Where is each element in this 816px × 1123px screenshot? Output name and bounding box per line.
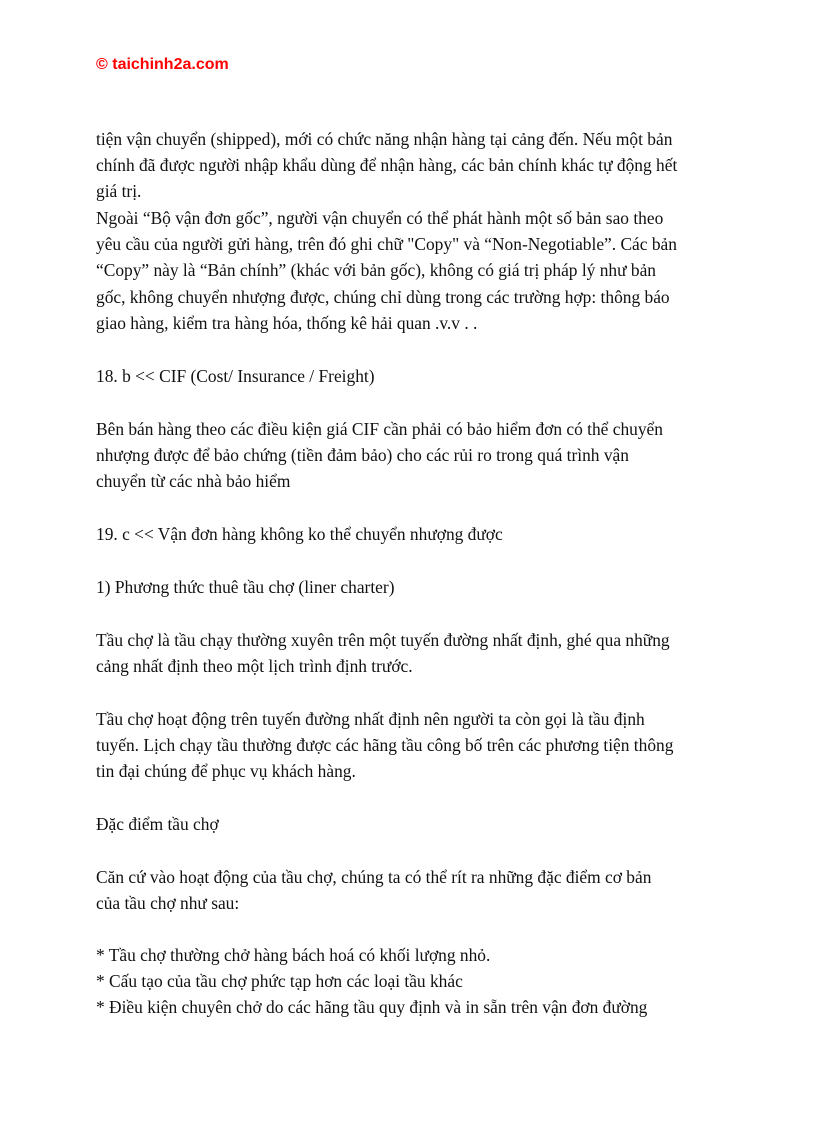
text-line: Tầu chợ là tầu chạy thường xuyên trên một tuyến đường nhất định, ghé qua những — [96, 630, 670, 650]
text-line: chính đã được người nhập khẩu dùng để nhận hàng, các bản chính khác tự động hết — [96, 155, 678, 176]
paragraph-copy-bills — [96, 205, 736, 336]
section-liner-charter-heading — [96, 574, 736, 600]
text-line: giá trị. — [96, 181, 142, 202]
text-line: nhượng được để bảo chứng (tiền đảm bảo) cho các rủi ro trong quá trình vận — [96, 445, 629, 466]
list-item: * Điều kiện chuyên chở do các hãng tầu quy định và in sẵn trên vận đơn đường — [96, 997, 648, 1018]
text-line: chuyển từ các nhà bảo hiểm — [96, 471, 291, 492]
paragraph-liner-schedule — [96, 706, 736, 785]
list-item: * Cấu tạo của tầu chợ phức tạp hơn các loại tầu khác — [96, 971, 463, 992]
paragraph-shipped-original — [96, 126, 736, 205]
text-line: tin đại chúng để phục vụ khách hàng. — [96, 761, 356, 782]
subheading-liner-features — [96, 811, 736, 837]
text-line: của tầu chợ như sau: — [96, 893, 240, 914]
text-line: cảng nhất định theo một lịch trình định trước. — [96, 656, 413, 677]
text-line: “Copy” này là “Bản chính” (khác với bản gốc), không có giá trị pháp lý như bản — [96, 260, 656, 281]
list-item: * Tầu chợ thường chở hàng bách hoá có khối lượng nhỏ. — [96, 945, 491, 965]
paragraph-liner-definition — [96, 627, 736, 679]
text-line: Tầu chợ hoạt động trên tuyến đường nhất định nên người ta còn gọi là tầu định — [96, 709, 645, 729]
answer-19-heading — [96, 521, 736, 547]
text-line: Đặc điểm tầu chợ — [96, 814, 219, 834]
text-line: Ngoài “Bộ vận đơn gốc”, người vận chuyển có thể phát hành một số bản sao theo — [96, 208, 664, 228]
text-line: tiện vận chuyển (shipped), mới có chức năng nhận hàng tại cảng đến. Nếu một bản — [96, 129, 673, 149]
features-bullet-list — [96, 942, 736, 1021]
text-line: Bên bán hàng theo các điều kiện giá CIF cần phải có bảo hiểm đơn có thể chuyển — [96, 419, 663, 439]
text-line: yêu cầu của người gửi hàng, trên đó ghi chữ "Copy" và “Non-Negotiable”. Các bản — [96, 234, 677, 255]
text-line: 18. b << CIF (Cost/ Insurance / Freight) — [96, 366, 375, 386]
text-line: gốc, không chuyển nhượng được, chúng chỉ dùng trong các trường hợp: thông báo — [96, 286, 670, 307]
paragraph-cif-insurance — [96, 416, 736, 495]
answer-18-heading — [96, 363, 736, 389]
text-line: giao hàng, kiểm tra hàng hóa, thống kê hải quan .v.v . . — [96, 312, 478, 333]
text-line: 19. c << Vận đơn hàng không ko thể chuyển nhượng được — [96, 524, 503, 544]
text-line: tuyến. Lịch chạy tầu thường được các hãng tầu công bố trên các phương tiện thông — [96, 735, 674, 756]
site-watermark-header: © taichinh2a.com — [96, 56, 229, 73]
text-line: 1) Phương thức thuê tầu chợ (liner charter) — [96, 577, 395, 597]
text-line: Căn cứ vào hoạt động của tầu chợ, chúng ta có thể rít ra những đặc điểm cơ bản — [96, 867, 652, 887]
paragraph-features-intro — [96, 864, 736, 916]
